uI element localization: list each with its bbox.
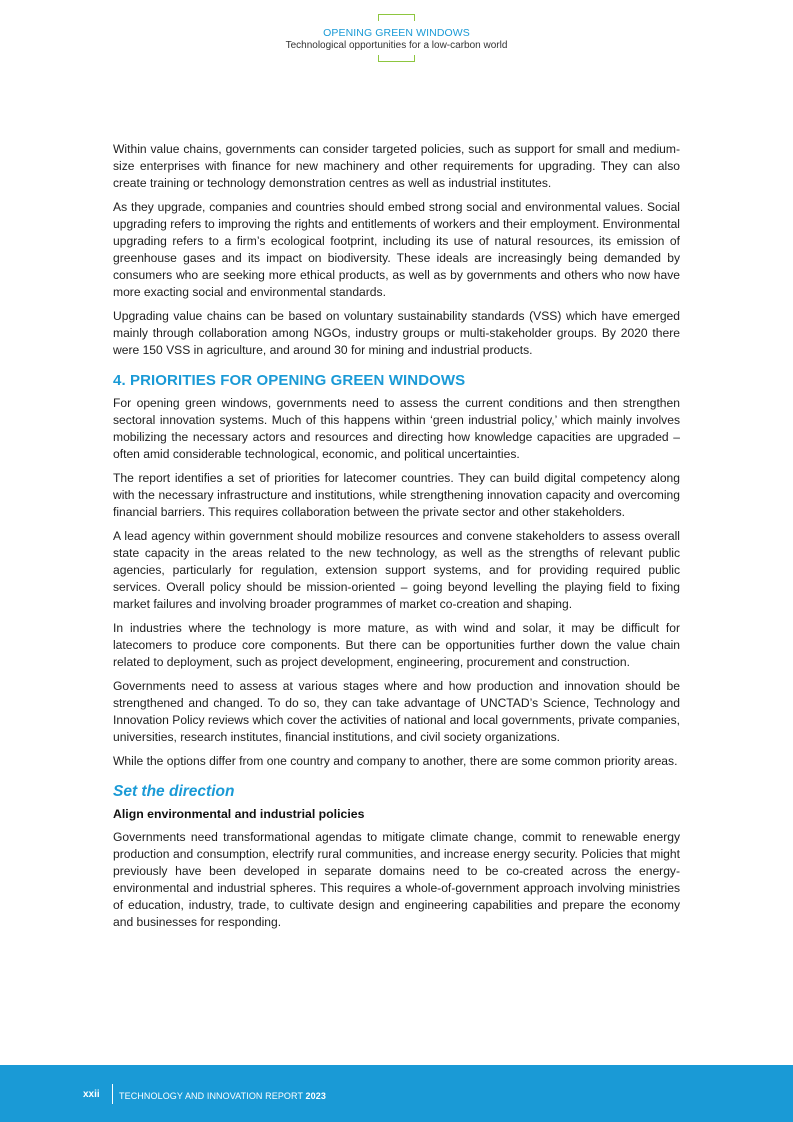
page-number: xxii	[83, 1089, 100, 1100]
header-subtitle: Technological opportunities for a low-carbon world	[285, 40, 508, 51]
header-bracket-top	[378, 14, 415, 21]
report-title-text: TECHNOLOGY AND INNOVATION REPORT	[119, 1091, 303, 1101]
paragraph: In industries where the technology is more mature, as with wind and solar, it may be difficult for latecomers to produce core components. But there can be opportunities further down the value chain related to deployment, such as project development, engineering, procurement and construction.	[113, 621, 680, 669]
paragraph: While the options differ from one country and company to another, there are some common priority areas.	[113, 754, 678, 768]
page-footer	[0, 1065, 793, 1122]
footer-report-title	[119, 1091, 326, 1101]
paragraph: For opening green windows, governments need to assess the current conditions and then strengthen sectoral innovation systems. Much of this happens within ‘green industrial policy,’ which mainly involves mobilizing the necessary actors and resources and directing how knowledge capacities are upgraded – often amid considerable technological, economic, and political uncertainties.	[113, 396, 680, 461]
subsection-heading: Set the direction	[113, 783, 235, 800]
paragraph: Governments need transformational agendas to mitigate climate change, commit to renewable energy production and consumption, electrify rural communities, and increase energy security. Policies that might previously have been developed in separate domains need to be co-created across the energy-environmental and industrial spheres. This requires a whole-of-government approach involving ministries of education, industry, trade, to cultivate design and engineering capabilities and prepare the economy and businesses for responding.	[113, 830, 680, 929]
paragraph: A lead agency within government should mobilize resources and convene stakeholders to assess overall state capacity in the areas related to the new technology, as well as the strengths of relevant public agencies, particularly for regulation, extension support systems, and for providing required public services. Overall policy should be mission-oriented – going beyond levelling the playing field to fixing market failures and involving broader programmes of market co-creation and shaping.	[113, 529, 680, 611]
main-content	[113, 141, 680, 938]
paragraph: Governments need to assess at various stages where and how production and innovation should be strengthened and changed. To do so, they can take advantage of UNCTAD’s Science, Technology and Innovation Policy reviews which cover the activities of national and local governments, private companies, universities, research institutes, financial institutions, and civil society organizations.	[113, 679, 680, 744]
paragraph: As they upgrade, companies and countries should embed strong social and environmental values. Social upgrading refers to improving the rights and entitlements of workers and their employment. Environmental upgrading refers to a firm’s ecological footprint, including its use of natural resources, its emission of greenhouse gases and its impact on biodiversity. These ideals are increasingly being demanded by consumers who are seeking more ethical products, as well as by governments and others who now have more exacting social and environmental standards.	[113, 200, 680, 299]
minor-heading: Align environmental and industrial policies	[113, 807, 365, 821]
header-bracket-bottom	[378, 55, 415, 62]
paragraph: Within value chains, governments can consider targeted policies, such as support for small and medium-size enterprises with finance for new machinery and other requirements for upgrading. They can also create training or technology demonstration centres as well as industrial institutes.	[113, 142, 680, 190]
paragraph: The report identifies a set of priorities for latecomer countries. They can build digital competency along with the necessary infrastructure and institutions, while strengthening innovation capacity and overcoming financial barriers. This requires collaboration between the private sector and other stakeholders.	[113, 471, 680, 519]
header-title: OPENING GREEN WINDOWS	[323, 27, 470, 39]
footer-divider	[112, 1084, 113, 1104]
section-heading: 4. PRIORITIES FOR OPENING GREEN WINDOWS	[113, 372, 466, 389]
paragraph: Upgrading value chains can be based on voluntary sustainability standards (VSS) which have emerged mainly through collaboration among NGOs, industry groups or multi-stakeholder groups. By 2020 there were 150 VSS in agriculture, and around 30 for mining and industrial products.	[113, 309, 680, 357]
report-year: 2023	[305, 1091, 326, 1101]
